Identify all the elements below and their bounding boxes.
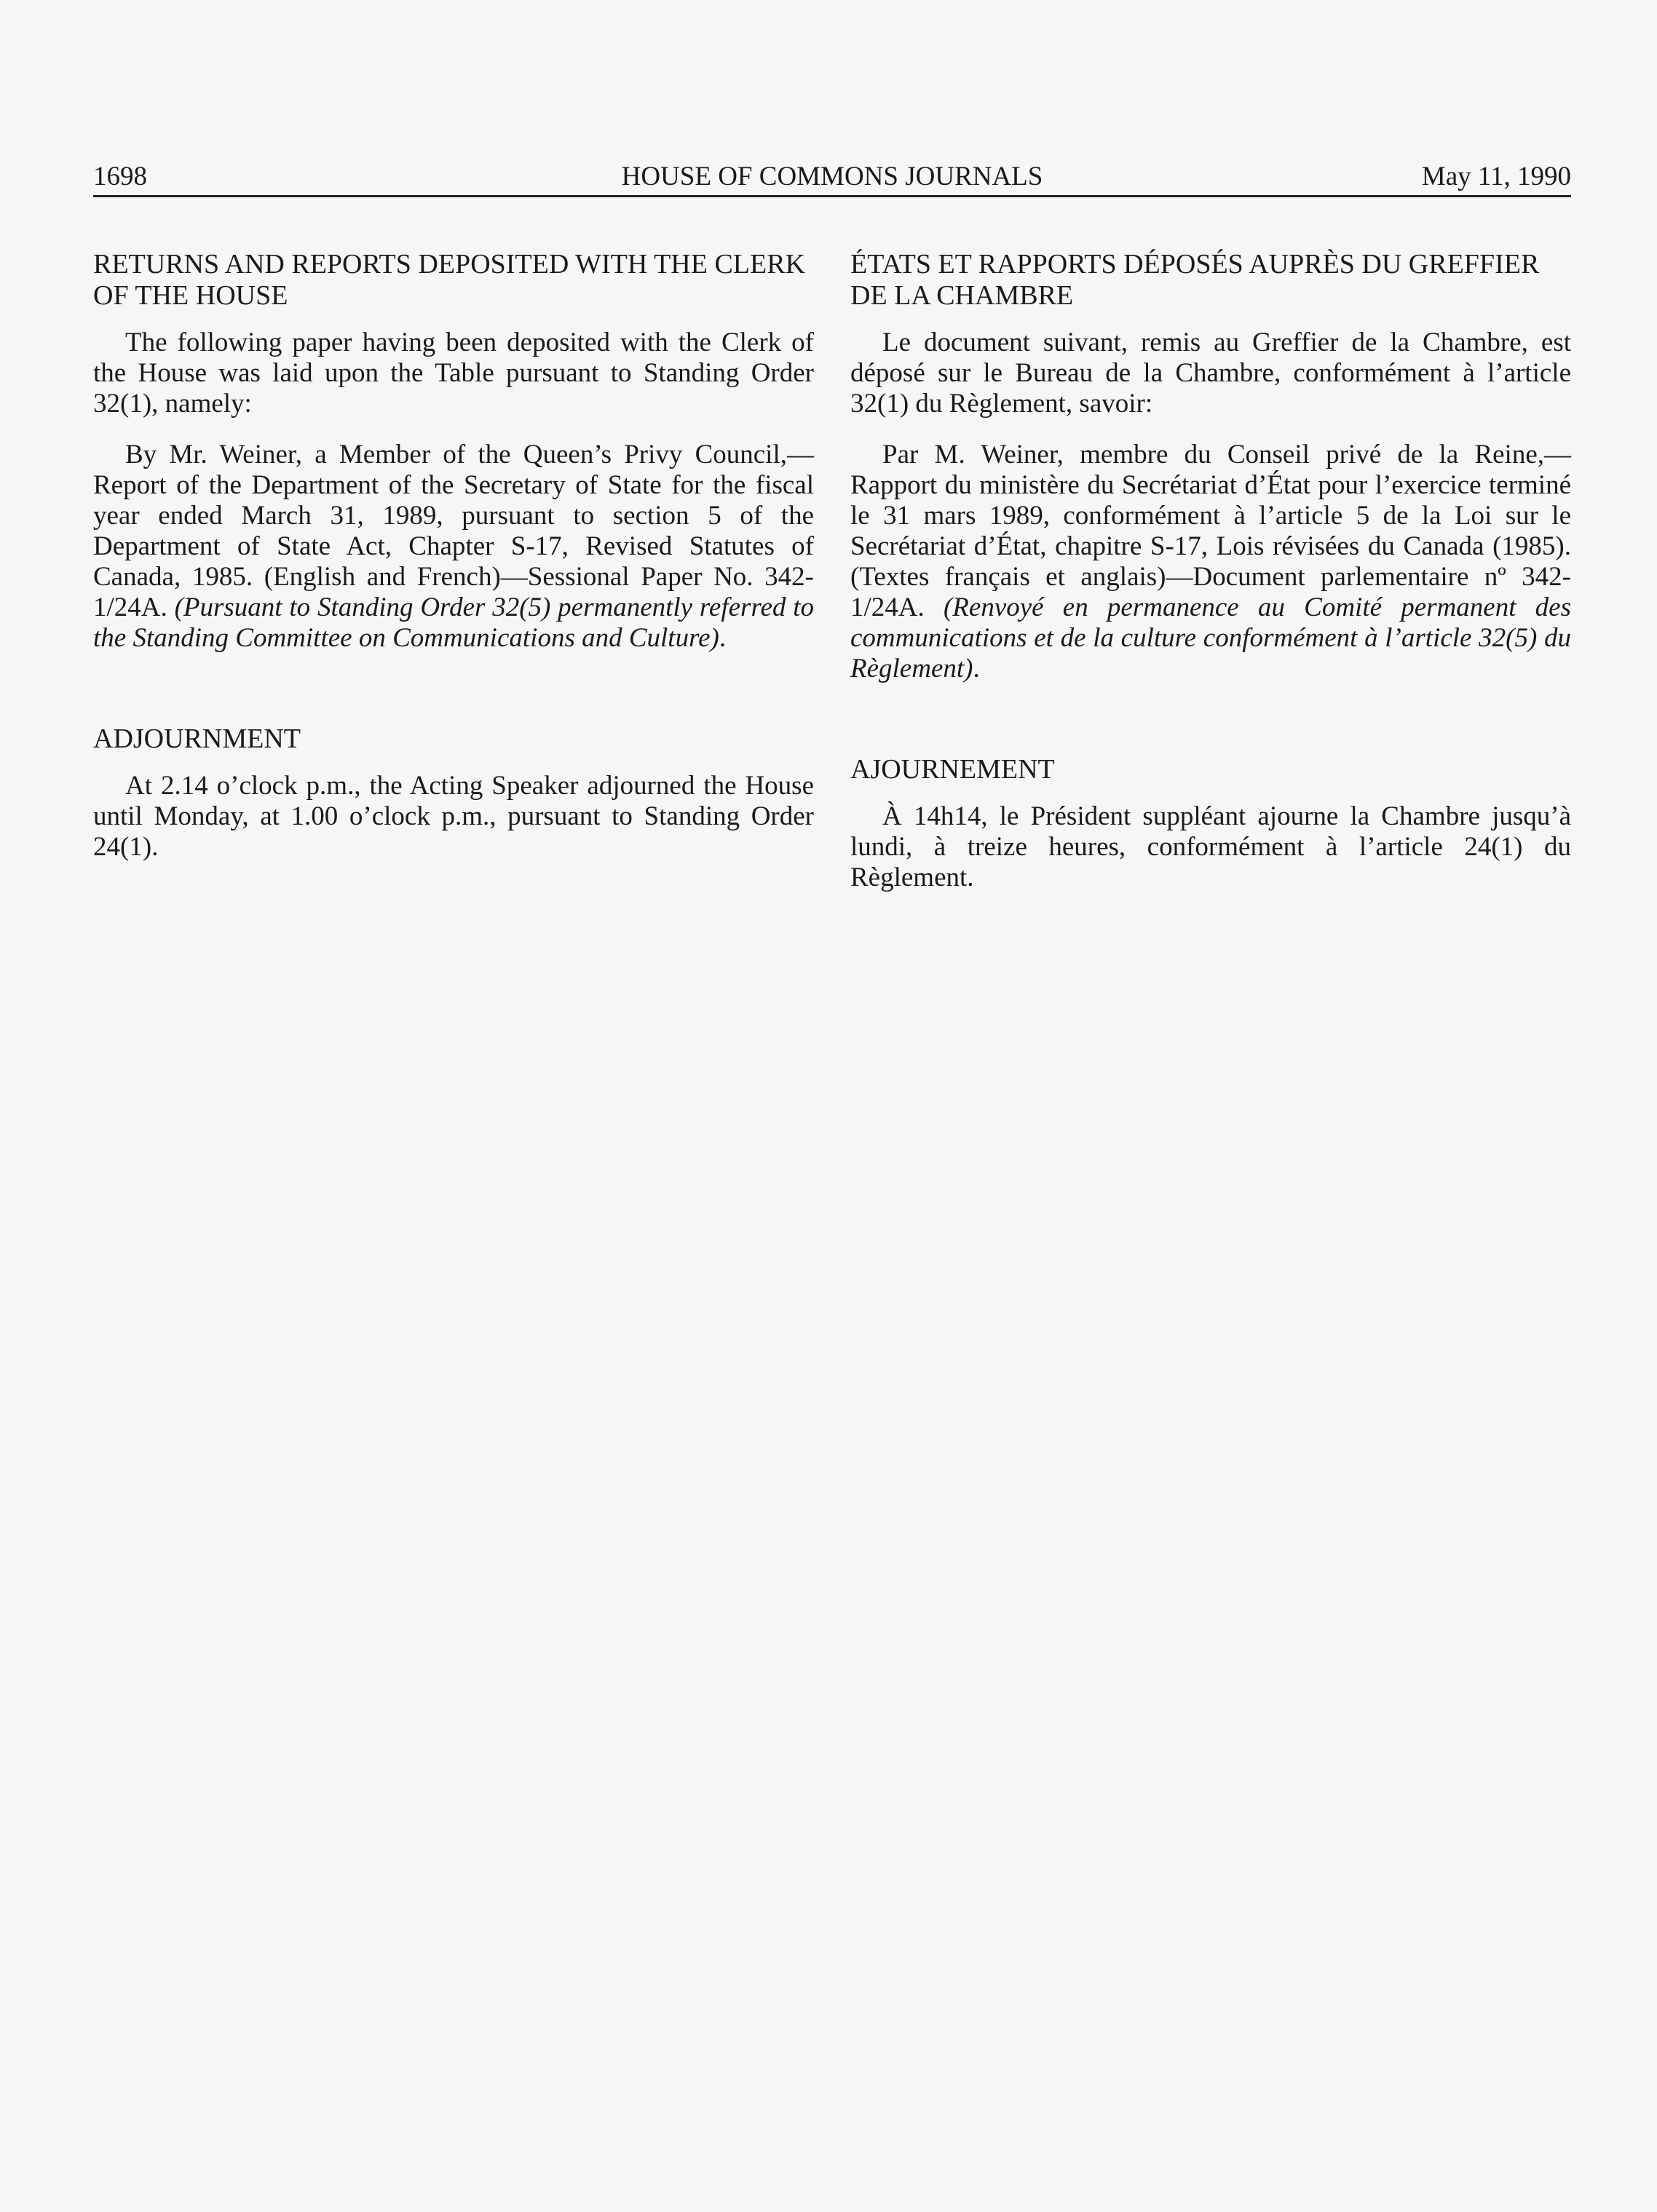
journal-title: HOUSE OF COMMONS JOURNALS — [621, 162, 1043, 191]
adjournment-text: At 2.14 o’clock p.m., the Acting Speaker adjourned the House until Monday, at 1.00 o’clock p.m., pursuant to Standing Order 24(1). — [93, 771, 814, 862]
page-date: May 11, 1990 — [1421, 162, 1571, 191]
ajournement-heading: AJOURNEMENT — [850, 754, 1055, 785]
returns-item-text: By Mr. Weiner, a Member of the Queen’s Privy Council,—Report of the Department of the Secretary of State for the fiscal year ended March 31, 1989, pursuant to section 5 of the Department of State Act, Chapter S-17, Revised Statutes of Canada, 1985. (English and French)—Sessional Paper No. 342-1/24A. — [93, 440, 814, 622]
etats-item-referral: (Renvoyé en permanence au Comité permanent des communications et de la culture conformément à l’article 32(5) du Règlement) — [850, 592, 1572, 683]
returns-intro: The following paper having been deposited with the Clerk of the House was laid upon the Table pursuant to Standing Order 32(1), namely: — [93, 328, 814, 419]
etats-item-end: . — [973, 654, 980, 683]
adjournment-heading: ADJOURNMENT — [93, 724, 301, 754]
etats-heading: ÉTATS ET RAPPORTS DÉPOSÉS AUPRÈS DU GREFFIER DE LA CHAMBRE — [850, 249, 1540, 311]
page-header — [93, 159, 1571, 197]
etats-intro: Le document suivant, remis au Greffier de la Chambre, est déposé sur le Bureau de la Chambre, conformément à l’article 32(1) du Règlement, savoir: — [850, 328, 1571, 419]
etats-item-text: Par M. Weiner, membre du Conseil privé de la Reine,—Rapport du ministère du Secrétariat d’État pour l’exercice terminé le 31 mars 1989, conformément à l’article 5 de la Loi sur le Secrétariat d’État, chapitre S-17, Lois révisées du Canada (1985). (Textes français et anglais)—Document parlementaire nº 342-1/24A. — [850, 440, 1571, 622]
returns-heading: RETURNS AND REPORTS DEPOSITED WITH THE CLERK OF THE HOUSE — [93, 249, 806, 311]
returns-item-end: . — [719, 623, 727, 653]
english-column — [93, 249, 814, 863]
ajournement-text: À 14h14, le Président suppléant ajourne la Chambre jusqu’à lundi, à treize heures, conformément à l’article 24(1) du Règlement. — [850, 801, 1571, 892]
french-column — [850, 249, 1571, 893]
returns-item — [93, 440, 814, 654]
etats-item — [850, 440, 1571, 684]
returns-item-referral: (Pursuant to Standing Order 32(5) permanently referred to the Standing Committee on Communications and Culture) — [93, 592, 814, 653]
page-number: 1698 — [93, 162, 147, 191]
